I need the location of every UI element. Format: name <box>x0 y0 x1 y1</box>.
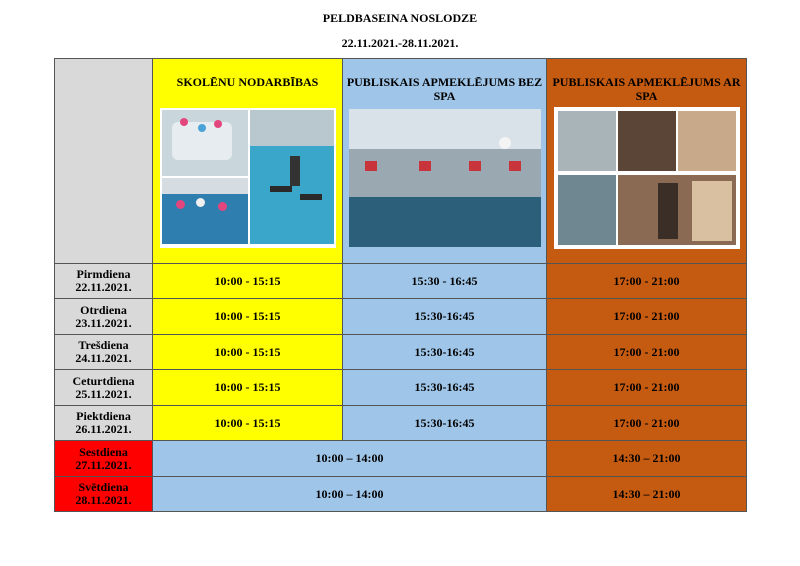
school-time: 10:00 - 15:15 <box>153 264 343 299</box>
public-spa-time: 17:00 - 21:00 <box>547 264 747 299</box>
public-spa-time: 17:00 - 21:00 <box>547 406 747 441</box>
table-row <box>55 370 747 406</box>
day-date: 27.11.2021. <box>75 457 132 472</box>
public-no-spa-header <box>343 59 547 264</box>
school-time: 10:00 - 15:15 <box>153 299 343 335</box>
day-cell <box>55 264 153 299</box>
day-date: 28.11.2021. <box>75 493 132 507</box>
day-cell <box>55 477 153 512</box>
table-row <box>55 406 747 441</box>
photo-spa-2 <box>618 111 676 171</box>
photo-swim-lesson-1 <box>162 110 248 176</box>
public-spa-time: 17:00 - 21:00 <box>547 335 747 370</box>
table-row <box>55 264 747 299</box>
photo-jacuzzi <box>558 175 616 245</box>
pool-photo <box>349 109 541 247</box>
header-row <box>55 59 747 264</box>
day-cell <box>55 370 153 406</box>
table-row <box>55 335 747 370</box>
day-date: 22.11.2021. <box>75 280 132 294</box>
public-no-spa-time: 15:30 - 16:45 <box>343 264 547 299</box>
day-cell <box>55 335 153 370</box>
school-time: 10:00 - 15:15 <box>153 335 343 370</box>
public-no-spa-time: 15:30-16:45 <box>343 370 547 406</box>
day-name: Pirmdiena <box>76 267 131 281</box>
public-no-spa-time: 15:30-16:45 <box>343 335 547 370</box>
photo-swim-lesson-2 <box>162 178 248 244</box>
public-spa-header-label: PUBLISKAIS APMEKLĒJUMS AR SPA <box>552 75 741 103</box>
corner-cell <box>55 59 153 264</box>
photo-spa-1 <box>558 111 616 171</box>
day-name: Piektdiena <box>76 409 131 423</box>
public-spa-time: 17:00 - 21:00 <box>547 370 747 406</box>
school-header <box>153 59 343 264</box>
public-no-spa-time: 15:30-16:45 <box>343 406 547 441</box>
public-no-spa-time: 15:30-16:45 <box>343 299 547 335</box>
day-date: 23.11.2021. <box>75 315 132 330</box>
day-date: 25.11.2021. <box>75 386 132 401</box>
day-name: Trešdiena <box>78 338 129 352</box>
day-cell <box>55 299 153 335</box>
photo-swim-lesson-3 <box>250 110 334 244</box>
day-name: Ceturtdiena <box>72 373 135 388</box>
public-spa-header <box>547 59 747 264</box>
day-date: 24.11.2021. <box>75 351 132 365</box>
public-time: 10:00 – 14:00 <box>153 477 547 512</box>
table-row <box>55 299 747 335</box>
school-header-label: SKOLĒNU NODARBĪBAS <box>176 75 319 89</box>
table-row <box>55 441 747 477</box>
photo-spa-room <box>618 175 736 245</box>
day-date: 26.11.2021. <box>75 422 132 436</box>
day-name: Otrdiena <box>80 302 127 317</box>
photo-sauna <box>678 111 736 171</box>
day-name: Sestdiena <box>79 444 128 459</box>
day-name: Svētdiena <box>78 480 129 494</box>
day-cell <box>55 441 153 477</box>
public-spa-time: 17:00 - 21:00 <box>547 299 747 335</box>
public-time: 10:00 – 14:00 <box>153 441 547 477</box>
public-no-spa-header-label: PUBLISKAIS APMEKLĒJUMS BEZ SPA <box>346 75 543 103</box>
schedule-table <box>54 58 747 512</box>
school-photo-collage <box>160 108 336 248</box>
school-time: 10:00 - 15:15 <box>153 406 343 441</box>
public-spa-time: 14:30 – 21:00 <box>547 441 747 477</box>
table-row <box>55 477 747 512</box>
day-cell <box>55 406 153 441</box>
date-range: 22.11.2021.-28.11.2021. <box>341 36 459 50</box>
public-spa-time: 14:30 – 21:00 <box>547 477 747 512</box>
page-title: PELDBASEINA NOSLODZE <box>322 11 478 25</box>
spa-photo-collage <box>554 107 740 249</box>
school-time: 10:00 - 15:15 <box>153 370 343 406</box>
